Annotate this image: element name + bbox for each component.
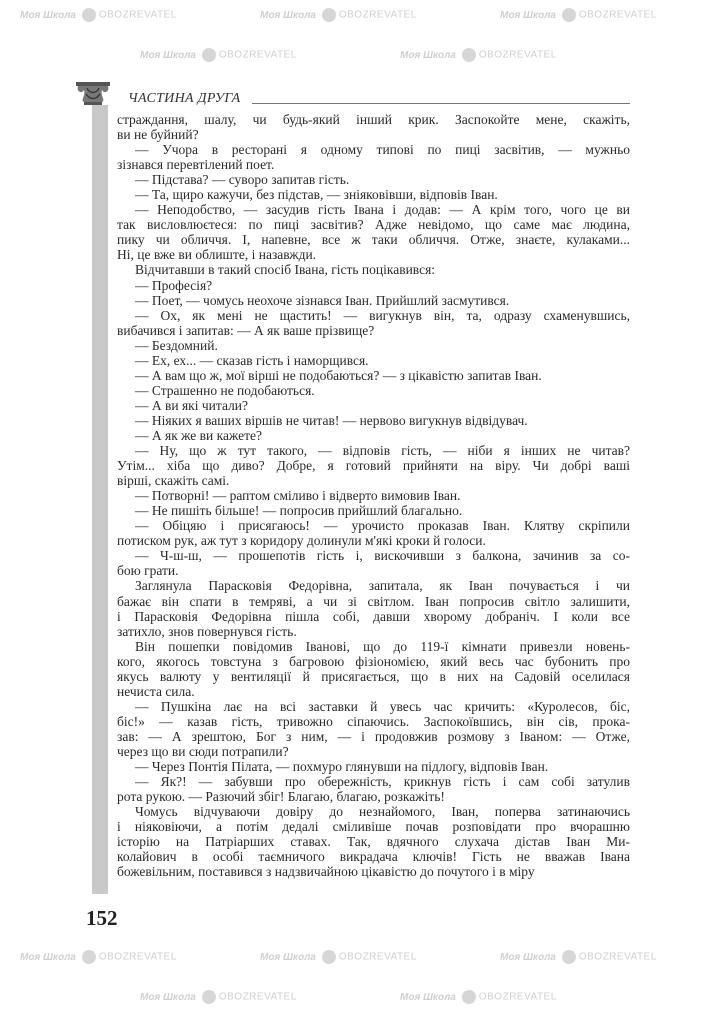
watermark-logo-icon (562, 950, 576, 964)
paragraph (117, 187, 630, 202)
watermark-logo-icon (322, 8, 336, 22)
text-line: божевільним, поставився з надзвичайною цікавістю до почутого і в міру (117, 864, 535, 880)
text-line: страждання, шалу, чи будь-який інший крик. Заспокойте мене, скажіть, (117, 112, 630, 127)
watermark (400, 48, 557, 63)
header-divider (252, 103, 630, 104)
watermark-school: Моя Школа (260, 9, 316, 21)
text-line: — Професія? (135, 277, 213, 293)
watermark-brand: OBOZREVATEL (478, 49, 557, 61)
body-text (117, 112, 630, 879)
paragraph (117, 518, 630, 548)
watermark-logo-icon (462, 990, 476, 1004)
text-line: — Ніяких я ваших віршів не читав! — нервово вигукнув відвідувач. (135, 412, 528, 428)
paragraph (117, 338, 630, 353)
paragraph (117, 262, 630, 277)
watermark-logo-icon (202, 48, 216, 62)
watermark-brand: OBOZREVATEL (578, 951, 657, 963)
text-line: біс!» — казав гість, тривожно сіпаючись. Заспокоївшись, він сів, прока- (117, 713, 630, 729)
text-line: кого, якогось товстуна з багровою фізіономією, який весь час бубонить про (117, 653, 630, 669)
watermark-logo-icon (562, 8, 576, 22)
watermark-school: Моя Школа (400, 991, 456, 1003)
text-line: — Ох, як мені не щастить! — вигукнув він, та, одразу схаменувшись, (135, 307, 630, 323)
text-line: — Поет, — чомусь неохоче зізнався Іван. Прийшлий засмутився. (135, 292, 510, 308)
text-line: і ніяковіючи, а потім дедалі сміливіше почав розповідати про вчорашню (117, 819, 630, 835)
text-line: Утім... хіба що диво? Добре, я готовий прийняти на віру. Чи добрі ваші (117, 458, 630, 474)
text-line: через що ви сюди потрапили? (117, 743, 289, 759)
text-line: вірші, скажіть самі. (117, 473, 230, 489)
text-line: пику чи обличчя. І, напевне, все ж таки обличчя. Отже, знаєте, кулаками... (117, 232, 630, 248)
watermark-brand: OBOZREVATEL (578, 9, 657, 21)
text-line: Чомусь відчуваючи довіру до незнайомого, Іван, поперва затинаючись (135, 804, 630, 820)
text-line: — Пушкіна лає на всі заставки й увесь час кричить: «Куролесов, біс, (135, 698, 630, 714)
paragraph (117, 699, 630, 759)
watermark-logo-icon (322, 950, 336, 964)
paragraph (117, 639, 630, 699)
text-line: нечиста сила. (117, 683, 195, 699)
text-line: — Через Понтія Пілата, — похмуро глянувши на підлогу, відповів Іван. (135, 759, 549, 775)
paragraph (117, 774, 630, 804)
text-line: — Ну, що ж тут такого, — відповів гість, — ніби я інших не читав? (135, 443, 630, 459)
text-line: — Потворні! — раптом сміливо і відверто вимовив Іван. (135, 488, 461, 504)
text-line: Відчитавши в такий спосіб Івана, гість поцікавився: (135, 262, 436, 278)
text-line: бою грати. (117, 563, 179, 579)
watermark-school: Моя Школа (140, 991, 196, 1003)
watermark (20, 950, 177, 965)
watermark-brand: OBOZREVATEL (338, 951, 417, 963)
watermark-school: Моя Школа (20, 951, 76, 963)
text-line: зав: — А зрештою, Бог з ним, — і продовжив розмову з Іваном: — Отже, (117, 728, 630, 744)
paragraph (117, 503, 630, 518)
section-title: ЧАСТИНА ДРУГА (128, 91, 241, 106)
watermark-logo-icon (462, 48, 476, 62)
watermark (400, 990, 557, 1005)
watermark-brand: OBOZREVATEL (98, 951, 177, 963)
text-line: так висловлюєтеся: по пиці засвітив? Адже невідомо, що саме має людина, (117, 217, 630, 233)
paragraph (117, 488, 630, 503)
paragraph (117, 383, 630, 398)
watermark-logo-icon (202, 990, 216, 1004)
page-number: 152 (86, 906, 118, 930)
text-line: — А ви які читали? (135, 397, 249, 413)
watermark-brand: OBOZREVATEL (338, 9, 417, 21)
paragraph (117, 278, 630, 293)
watermark-logo-icon (82, 950, 96, 964)
watermark-school: Моя Школа (20, 9, 76, 21)
watermark-brand: OBOZREVATEL (478, 991, 557, 1003)
paragraph (117, 804, 630, 879)
paragraph (117, 578, 630, 638)
text-line: колайович в особі таємничого викрадача ключів! Гість не вважав Івана (117, 849, 630, 865)
watermark (500, 8, 657, 23)
watermark-school: Моя Школа (400, 49, 456, 61)
column-capital-ornament-icon (74, 80, 112, 116)
paragraph (117, 428, 630, 443)
text-line: — Не пишіть більше! — попросив прийшлий благально. (135, 503, 463, 519)
paragraph (117, 293, 630, 308)
text-line: — Ч-ш-ш, — прошепотів гість і, вискочивши з балкона, зачинив за со- (135, 548, 630, 564)
watermark-school: Моя Школа (500, 951, 556, 963)
text-line: затихло, знов повернувся гість. (117, 623, 297, 639)
text-line: — Учора в ресторані я одному типові по пиці засвітив, — мужньо (135, 142, 630, 158)
watermark (140, 48, 297, 63)
paragraph (117, 112, 630, 142)
text-line: — Неподобство, — засудив гість Івана і додав: — А крім того, чого це ви (135, 202, 630, 218)
watermark-school: Моя Школа (260, 951, 316, 963)
sidebar-decorative-bar (92, 112, 108, 894)
text-line: якусь валюту у вентиляції й присягається, що в них на Садовій оселилася (117, 668, 630, 684)
paragraph (117, 413, 630, 428)
watermark-brand: OBOZREVATEL (218, 49, 297, 61)
paragraph (117, 202, 630, 262)
text-line: — Як?! — забувши про обережність, крикнув гість і сам собі затулив (135, 774, 630, 790)
text-line: Заглянула Парасковія Федорівна, запитала, як Іван почувається і чи (135, 578, 630, 594)
watermark-logo-icon (82, 8, 96, 22)
paragraph (117, 172, 630, 187)
text-line: Ні, це вже ви облиште, і назавжди. (117, 247, 317, 263)
text-line: Він пошепки повідомив Іванові, що до 119-ї кімнати привезли новень- (135, 638, 630, 654)
text-line: ви не буйний? (117, 127, 199, 143)
paragraph (117, 353, 630, 368)
paragraph (117, 548, 630, 578)
watermark-brand: OBOZREVATEL (98, 9, 177, 21)
text-line: зізнався перевтілений поет. (117, 157, 275, 173)
paragraph (117, 443, 630, 488)
text-line: — Страшенно не подобаються. (135, 382, 315, 398)
text-line: — Підстава? — суворо запитав гість. (135, 172, 350, 188)
watermark (260, 950, 417, 965)
watermark-school: Моя Школа (140, 49, 196, 61)
watermark-brand: OBOZREVATEL (218, 991, 297, 1003)
text-line: — Бездомний. (135, 337, 218, 353)
text-line: і Парасковія Федорівна пішла собі, давши хворому добраніч. І коли все (117, 608, 630, 624)
text-line: бажає він спати в темряві, а чи зі світлом. Іван попросив світло залишити, (117, 593, 630, 609)
watermark (140, 990, 297, 1005)
text-line: вибачився і запитав: — А як ваше прізвище? (117, 322, 375, 338)
watermark-school: Моя Школа (500, 9, 556, 21)
text-line: потиском рук, аж тут з коридору долинули м'які кроки й голоси. (117, 533, 486, 549)
watermark (260, 8, 417, 23)
watermark (20, 8, 177, 23)
text-line: — А як же ви кажете? (135, 427, 263, 443)
text-line: — Ех, ех... — сказав гість і наморщився. (135, 352, 369, 368)
paragraph (117, 308, 630, 338)
paragraph (117, 759, 630, 774)
text-line: — А вам що ж, мої вірші не подобаються? — з цікавістю запитав Іван. (135, 367, 542, 383)
paragraph (117, 142, 630, 172)
watermark (500, 950, 657, 965)
paragraph (117, 398, 630, 413)
text-line: — Та, щиро кажучи, без підстав, — зніяковівши, відповів Іван. (135, 187, 498, 203)
paragraph (117, 368, 630, 383)
text-line: історію на Патріарших ставах. Так, вдячного слухача дістав Іван Ми- (117, 834, 630, 850)
text-line: рота рукою. — Разючий збіг! Благаю, благаю, розкажіть! (117, 789, 445, 805)
text-line: — Обіцяю і присягаюсь! — урочисто проказав Іван. Клятву скріпили (135, 518, 630, 534)
